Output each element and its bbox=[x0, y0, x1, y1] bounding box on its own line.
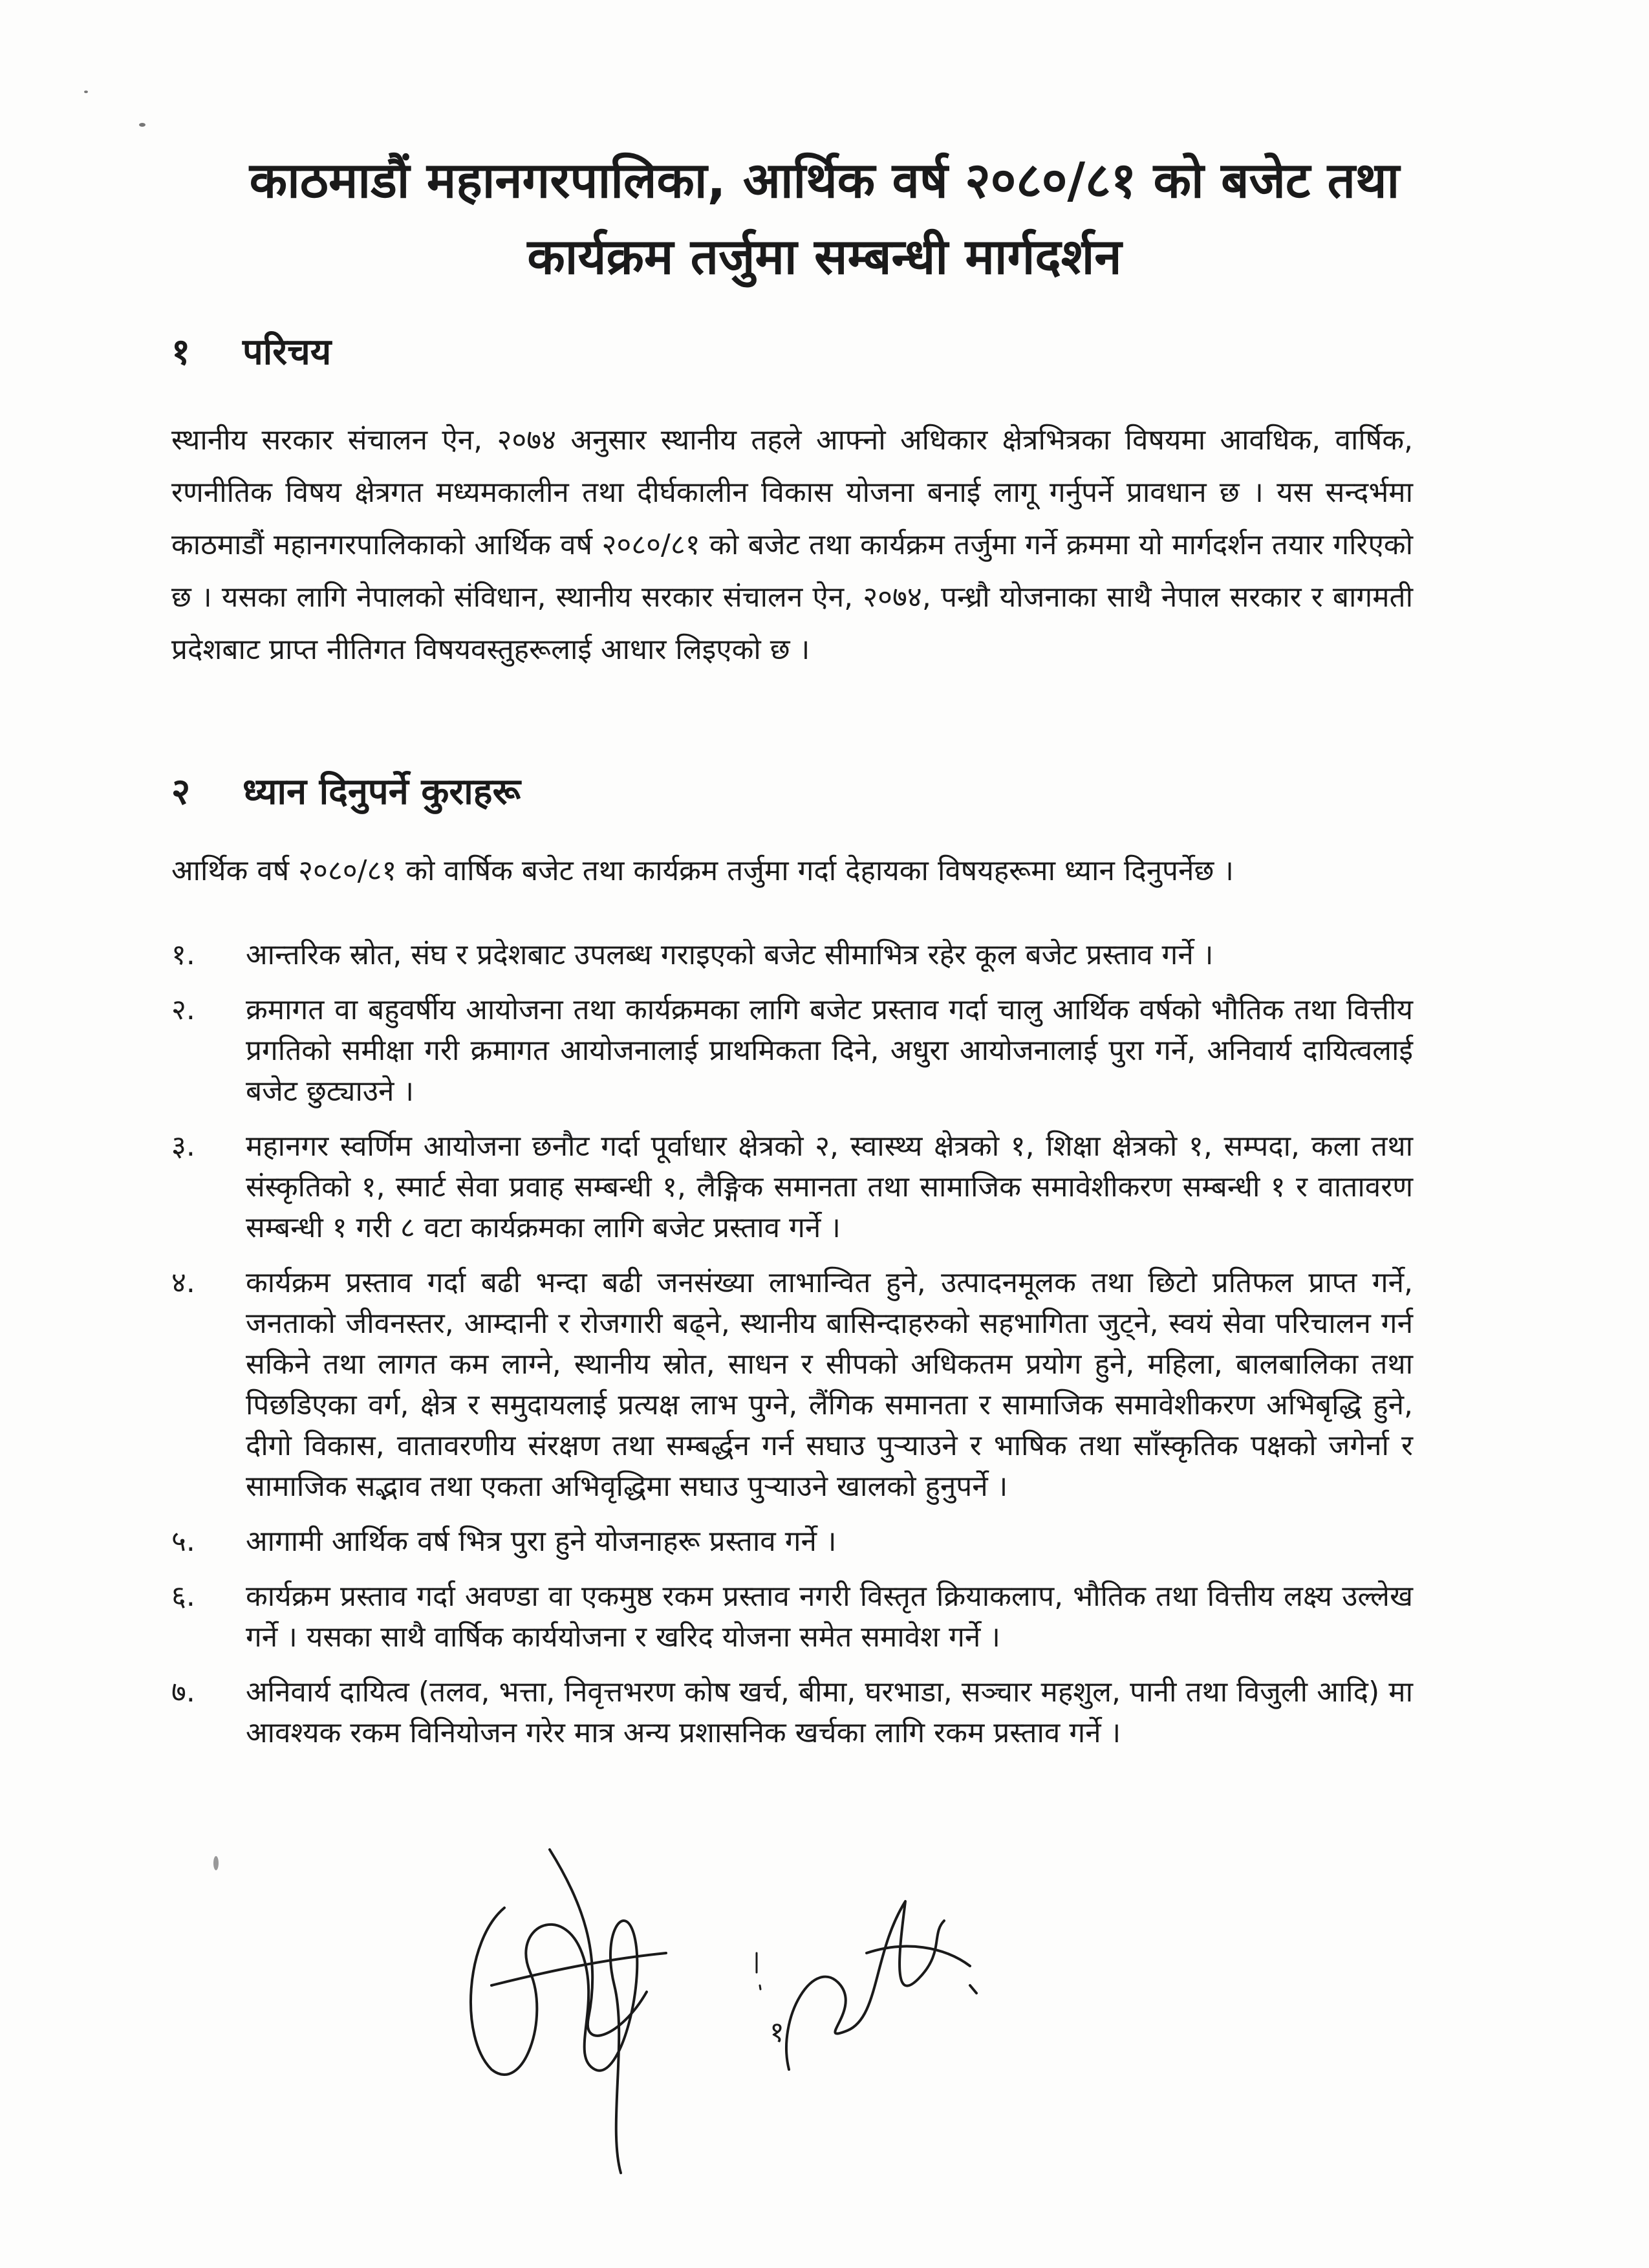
scan-speck bbox=[84, 91, 88, 93]
list-item: ४. कार्यक्रम प्रस्ताव गर्दा बढी भन्दा बढी जनसंख्या लाभान्वित हुने, उत्पादनमूलक तथा छिटो प्रतिफल प्राप्त गर्ने, जनताको जीवनस्तर, आम्दानी र रोजगारी बढ्ने, स्थानीय बासिन्दाहरुको सहभागिता जुट्ने, स्वयं सेवा परिचालन गर्न सकिने तथा लागत कम लाग्ने, स्थानीय स्रोत, साधन र सीपको अधिकतम प्रयोग हुने, महिला, बालबालिका तथा पिछडिएका वर्ग, क्षेत्र र समुदायलाई प्रत्यक्ष लाभ पुग्ने, लैंगिक समानता र सामाजिक समावेशीकरण अभिबृद्धि हुने, दीगो विकास, वातावरणीय संरक्षण तथा सम्बर्द्धन गर्न सघाउ पुर्‍याउने र भाषिक तथा साँस्कृतिक पक्षको जगेर्ना र सामाजिक सद्भाव तथा एकता अभिवृद्धिमा सघाउ पुर्‍याउने खालको हुनुपर्ने । bbox=[171, 1266, 1413, 1503]
list-item: ७. अनिवार्य दायित्व (तलव, भत्ता, निवृत्तभरण कोष खर्च, बीमा, घरभाडा, सञ्चार महशुल, पानी तथा विजुली आदि) मा आवश्यक रकम विनियोजन गरेर मात्र अन्य प्रशासनिक खर्चका लागि रकम प्रस्ताव गर्ने । bbox=[171, 1676, 1413, 1749]
signature-2 bbox=[786, 1901, 976, 2069]
section-2-number: २ bbox=[171, 771, 191, 813]
title-line-2: कार्यक्रम तर्जुमा सम्बन्धी मार्गदर्शन bbox=[527, 228, 1122, 285]
document-title bbox=[129, 142, 1520, 295]
list-item: ३. महानगर स्वर्णिम आयोजना छनौट गर्दा पूर्वाधार क्षेत्रको २, स्वास्थ्य क्षेत्रको १, शिक्षा क्षेत्रको १, सम्पदा, कला तथा संस्कृतिको १, स्मार्ट सेवा प्रवाह सम्बन्धी १, लैङ्गिक समानता तथा सामाजिक समावेशीकरण सम्बन्धी १ र वातावरण सम्बन्धी १ गरी ८ वटा कार्यक्रमका लागि बजेट प्रस्ताव गर्ने । bbox=[171, 1130, 1413, 1244]
section-2-heading bbox=[171, 766, 521, 818]
section-1-heading bbox=[171, 327, 331, 378]
scan-speck bbox=[139, 123, 146, 127]
list-item: २. क्रमागत वा बहुवर्षीय आयोजना तथा कार्यक्रमका लागि बजेट प्रस्ताव गर्दा चालु आर्थिक वर्षको भौतिक तथा वित्तीय प्रगतिको समीक्षा गरी क्रमागत आयोजनालाई प्राथमिकता दिने, अधुरा आयोजनालाई पुरा गर्ने, अनिवार्य दायित्वलाई बजेट छुट्याउने । bbox=[171, 993, 1413, 1108]
guideline-list bbox=[171, 934, 1413, 1767]
section-2-title: ध्यान दिनुपर्ने कुराहरू bbox=[242, 771, 521, 813]
list-item: १. आन्तरिक स्रोत, संघ र प्रदेशबाट उपलब्ध गराइएको बजेट सीमाभित्र रहेर कूल बजेट प्रस्ताव गर्ने । bbox=[171, 938, 1214, 971]
list-item: ५. आगामी आर्थिक वर्ष भित्र पुरा हुने योजनाहरू प्रस्ताव गर्ने । bbox=[171, 1525, 837, 1558]
page-number: १ bbox=[770, 2016, 784, 2049]
section-1-body: स्थानीय सरकार संचालन ऐन, २०७४ अनुसार स्थानीय तहले आफ्नो अधिकार क्षेत्रभित्रका विषयमा आवधिक, वार्षिक, रणनीतिक विषय क्षेत्रगत मध्यमकालीन तथा दीर्घकालीन विकास योजना बनाई लागू गर्नुपर्ने प्रावधान छ । यस सन्दर्भमा काठमाडौं महानगरपालिकाको आर्थिक वर्ष २०८०/८१ को बजेट तथा कार्यक्रम तर्जुमा गर्ने क्रममा यो मार्गदर्शन तयार गरिएको छ । यसका लागि नेपालको संविधान, स्थानीय सरकार संचालन ऐन, २०७४, पन्ध्रौ योजनाका साथै नेपाल सरकार र बागमती प्रदेशबाट प्राप्त नीतिगत विषयवस्तुहरूलाई आधार लिइएको छ । bbox=[171, 424, 1413, 666]
section-2-intro: आर्थिक वर्ष २०८०/८१ को वार्षिक बजेट तथा कार्यक्रम तर्जुमा गर्दा देहायका विषयहरूमा ध्यान दिनुपर्नेछ । bbox=[171, 854, 1234, 887]
signatures bbox=[453, 1824, 1035, 2186]
section-1-title: परिचय bbox=[242, 331, 332, 373]
scan-speck bbox=[213, 1856, 219, 1870]
list-item: ६. कार्यक्रम प्रस्ताव गर्दा अवण्डा वा एकमुष्ठ रकम प्रस्ताव नगरी विस्तृत क्रियाकलाप, भौतिक तथा वित्तीय लक्ष्य उल्लेख गर्ने । यसका साथै वार्षिक कार्ययोजना र खरिद योजना समेत समावेश गर्ने । bbox=[171, 1580, 1413, 1654]
signature-1 bbox=[471, 1850, 666, 2173]
title-line-1: काठमाडौं महानगरपालिका, आर्थिक वर्ष २०८०/८१ को बजेट तथा bbox=[249, 151, 1400, 209]
section-1-number: १ bbox=[171, 331, 191, 373]
